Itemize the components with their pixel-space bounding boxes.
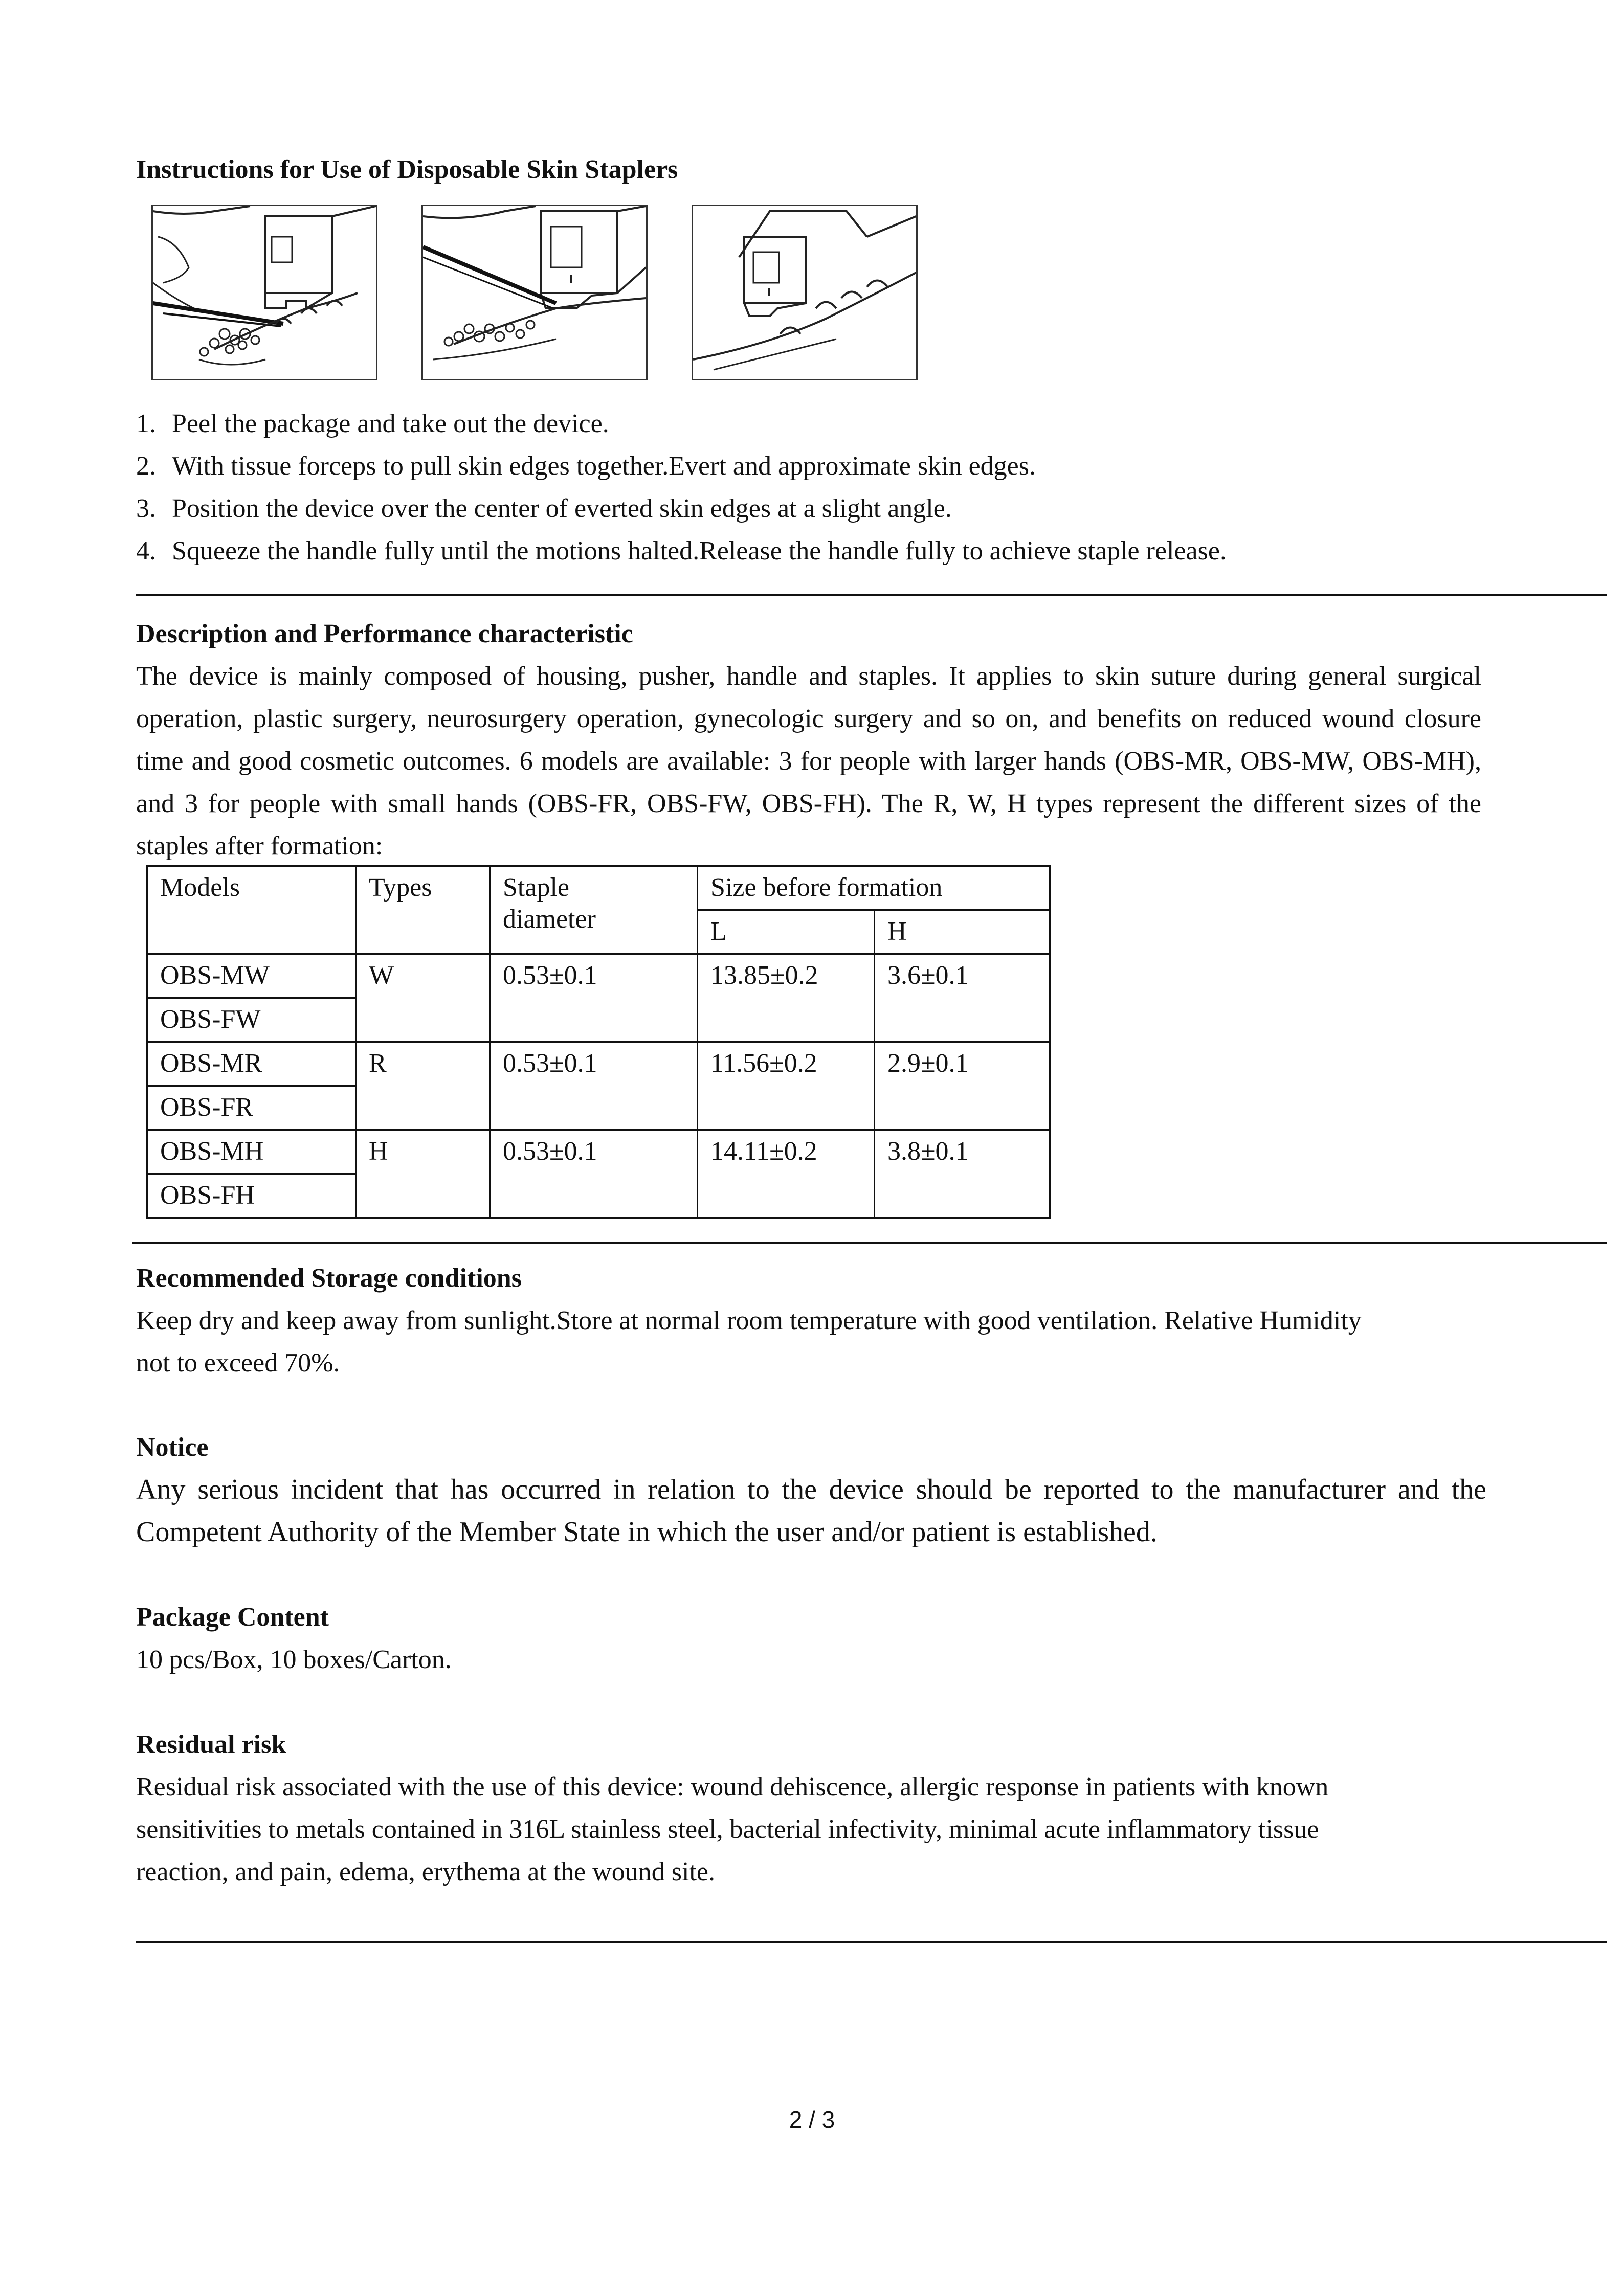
stapler-position-illustration [423,206,646,379]
description-heading: Description and Performance characteristic [136,619,633,648]
step-item [136,487,1227,530]
height-cell: 2.9±0.1 [875,1042,1050,1130]
header-types: Types [356,866,490,954]
length-cell: 13.85±0.2 [698,954,875,1042]
section-divider [136,594,1607,596]
storage-section [136,1257,1362,1384]
step-item [136,530,1227,572]
length-cell: 11.56±0.2 [698,1042,875,1130]
type-cell: R [356,1042,490,1130]
package-text: 10 pcs/Box, 10 boxes/Carton. [136,1645,452,1674]
stapler-release-illustration [693,206,916,379]
table-row [147,1130,1050,1174]
step-item [136,402,1227,445]
type-cell: H [356,1130,490,1218]
header-diameter-line1: Staple [503,873,569,902]
header-staple-diameter [490,866,698,954]
diameter-cell: 0.53±0.1 [490,1130,698,1218]
package-section [136,1596,452,1681]
header-models: Models [147,866,356,954]
step-number: 2. [136,452,156,481]
type-cell: W [356,954,490,1042]
model-cell: OBS-MR [147,1042,356,1086]
staple-spec-table [146,865,1051,1219]
step-text: Squeeze the handle fully until the motions halted.Release the handle fully to achieve staple release. [172,536,1227,566]
storage-heading: Recommended Storage conditions [136,1264,522,1293]
model-cell: OBS-FH [147,1174,356,1218]
step-text: Position the device over the center of everted skin edges at a slight angle. [172,494,952,523]
table-row [147,954,1050,998]
header-l: L [698,910,875,954]
step-text: Peel the package and take out the device. [172,409,609,438]
step-number: 4. [136,536,156,566]
diameter-cell: 0.53±0.1 [490,954,698,1042]
notice-text: Any serious incident that has occurred in relation to the device should be reported to the manufacturer and the Competent Authority of the Member State in which the user and/or patient is established. [136,1474,1486,1548]
notice-section [136,1426,1486,1554]
storage-line-1: Keep dry and keep away from sunlight.Store at normal room temperature with good ventilation. Relative Humidity [136,1306,1362,1335]
header-diameter-line2: diameter [503,905,596,934]
section-divider [136,1941,1607,1943]
model-cell: OBS-MW [147,954,356,998]
step-text: With tissue forceps to pull skin edges together.Evert and approximate skin edges. [172,452,1036,481]
model-cell: OBS-FR [147,1086,356,1130]
description-text: The device is mainly composed of housing, pusher, handle and staples. It applies to skin suture during general surgical operation, plastic surgery, neurosurgery operation, gynecologic surgery and so on, and benefits on reduced wound closure time and good cosmetic outcomes. 6 models are available: 3 for people with larger hands (OBS-MR, OBS-MW, OBS-MH), and 3 for people with small hands (OBS-FR, OBS-FW, OBS-FH). The R, W, H types represent the different sizes of the staples after formation: [136,662,1481,861]
instruction-figures [151,205,918,380]
step-number: 1. [136,409,156,438]
document-title: Instructions for Use of Disposable Skin Staplers [136,155,678,184]
title-block [136,148,678,191]
height-cell: 3.8±0.1 [875,1130,1050,1218]
description-section [136,613,1481,867]
height-cell: 3.6±0.1 [875,954,1050,1042]
steps-block [136,402,1227,572]
residual-heading: Residual risk [136,1730,286,1759]
table-row [147,1042,1050,1086]
diameter-cell: 0.53±0.1 [490,1042,698,1130]
stapler-forceps-illustration [153,206,376,379]
page-number: 2 / 3 [789,2106,835,2133]
notice-heading: Notice [136,1433,209,1462]
instruction-steps [136,402,1227,572]
residual-section [136,1723,1328,1893]
figure-step-position [421,205,648,380]
table-header-row [147,866,1050,910]
storage-line-2: not to exceed 70%. [136,1348,340,1378]
step-number: 3. [136,494,156,523]
model-cell: OBS-MH [147,1130,356,1174]
section-divider [132,1242,1607,1244]
figure-step-release [692,205,918,380]
residual-line-3: reaction, and pain, edema, erythema at the wound site. [136,1857,716,1886]
model-cell: OBS-FW [147,998,356,1042]
header-size-before-formation: Size before formation [698,866,1050,910]
length-cell: 14.11±0.2 [698,1130,875,1218]
package-heading: Package Content [136,1603,329,1632]
step-item [136,445,1227,487]
header-h: H [875,910,1050,954]
residual-line-1: Residual risk associated with the use of this device: wound dehiscence, allergic response in patients with known [136,1772,1329,1802]
figure-step-forceps [151,205,377,380]
residual-line-2: sensitivities to metals contained in 316L stainless steel, bacterial infectivity, minimal acute inflammatory tissue [136,1815,1319,1844]
